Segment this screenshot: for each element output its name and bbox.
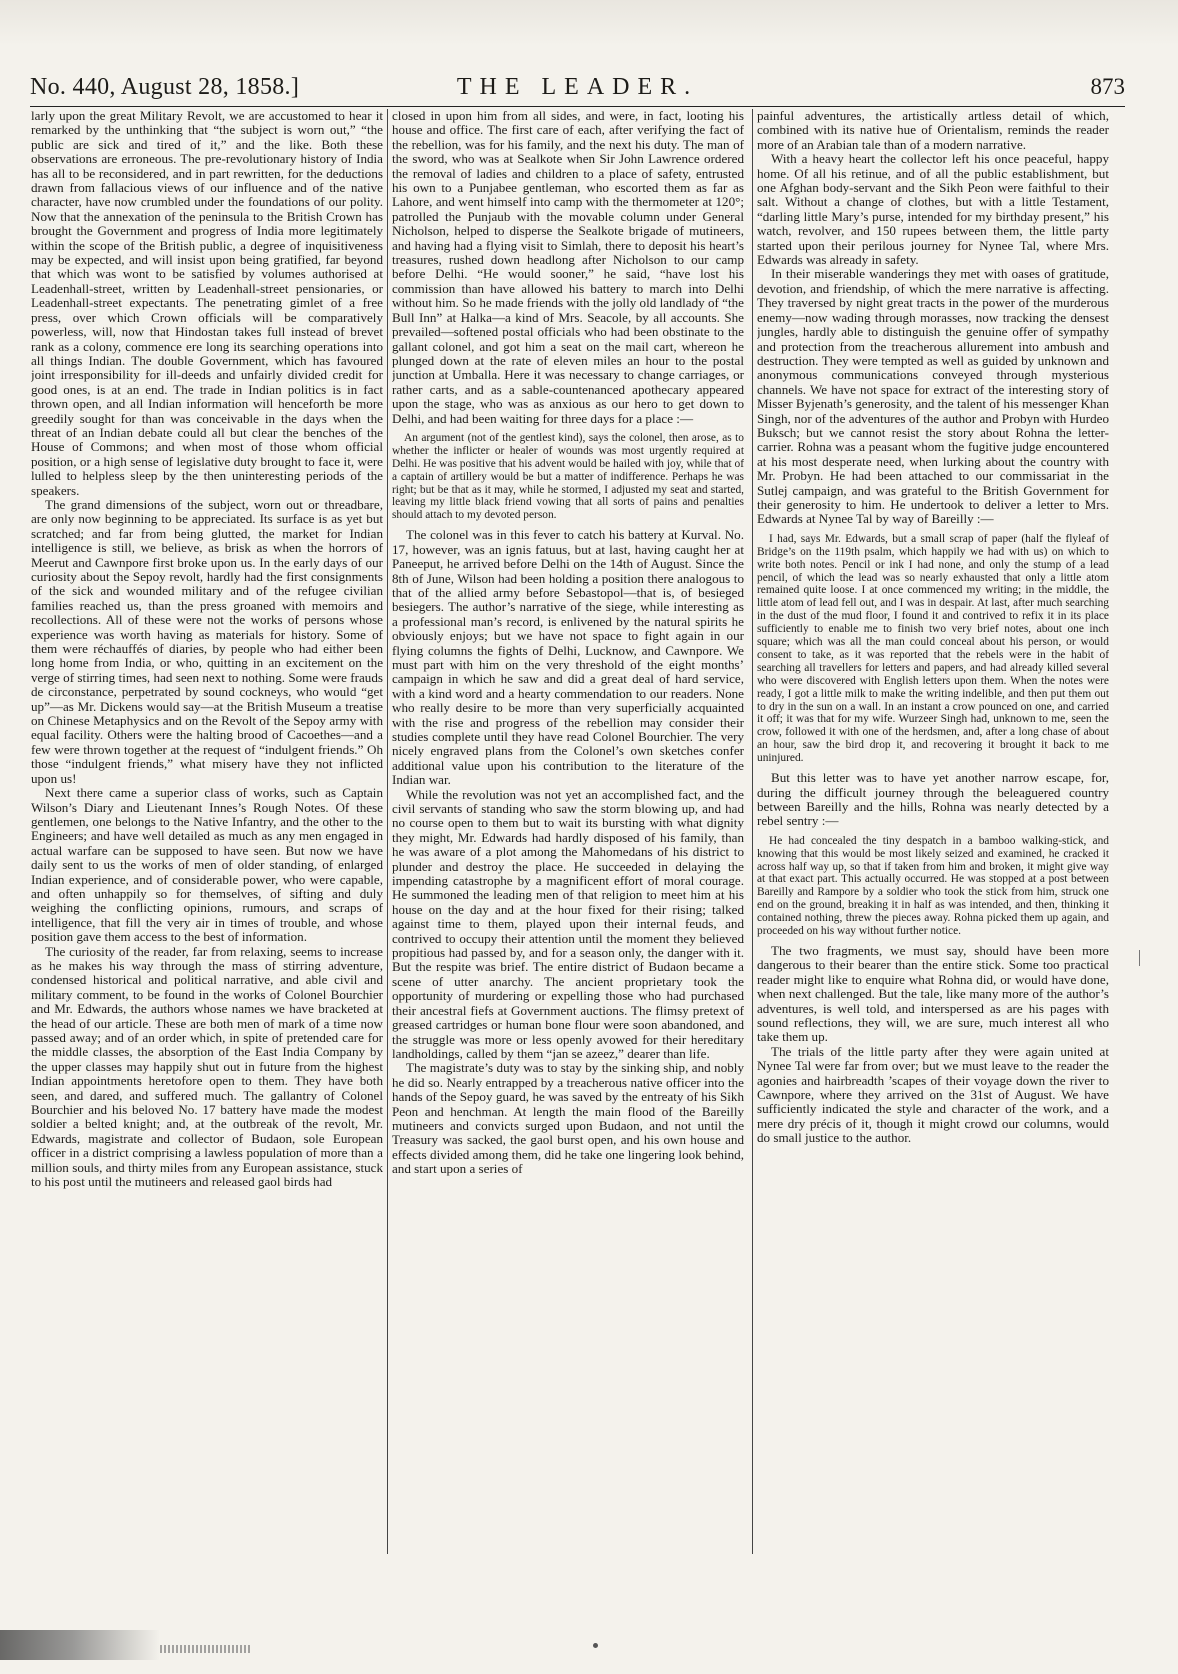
block-quote: An argument (not of the gentlest kind), says the colonel, then arose, as to whether the inflicter or healer of wounds was most urgently required at Delhi. He was positive that his advent would be hailed with joy, while that of a captain of artillery would be but a matter of indifference. Perhaps he was right; but be that as it may, while he stormed, I adjusted my seat and started, leaving my little black friend vowing that all sorts of pains and penalties should attach to my devoted person. <box>392 431 744 522</box>
article-paragraph: The trials of the little party after they were again united at Nynee Tal were far from over; but we must leave to the reader the agonies and hairbreadth ’scapes of their voyage down the river to Cawnpore, where they arrived on the 31st of August. We have sufficiently indicated the style and character of the work, and a mere dry précis of it, though it might crowd our columns, would do small justice to the author. <box>757 1043 1109 1146</box>
article-paragraph: With a heavy heart the collector left his once peaceful, happy home. Of all his retinue, and of all the public establishment, but one Afghan body-servant and the Sikh Peon were faithful to their salt. Without a change of clothes, but with a little Testament, “darling little Mary’s purse, intended for my birthday present,” his watch, revolver, and 150 rupees between them, the little party started upon their perilous journey for Nynee Tal, where Mrs. Edwards was already in safety. <box>757 151 1109 268</box>
page-header <box>30 74 1125 108</box>
article-paragraph: closed in upon him from all sides, and were, in fact, looting his house and office. The first care of each, after verifying the fact of the rebellion, was for his family, and the next his duty. The man of the sword, who was at Sealkote when Sir John Lawrence ordered the removal of ladies and children to a place of safety, entrusted his own to a Punjabee gentleman, who escorted them as far as Lahore, and went himself into camp with the thermometer at 120°; patrolled the Punjaub with the movable column under General Nicholson, helped to disperse the Sealkote brigade of mutineers, and having had a flying visit to Simlah, there to deposit his heart’s treasures, rushed down headlong after Nicholson to our camp before Delhi. “He would sooner,” he said, “have lost his commission than have allowed his battery to march into Delhi without him. So he made friends with the jolly old landlady of “the Bull Inn” at Halka—a kind of Mrs. Seacole, by all accounts. She prevailed—softened postal officials who had been obstinate to the gallant colonel, and got him a seat on the mail cart, whereon he plunged down at the rate of eleven miles an hour to the postal junction at Umballa. Here it was necessary to change carriages, or rather carts, and as a sable-countenanced apothecary appeared upon the stage, who was as anxious as our hero to get down to Delhi, and had been waiting for three days for a place :— <box>392 109 744 426</box>
scan-edge-shadow <box>0 0 1178 46</box>
column-1 <box>31 109 383 1559</box>
scan-smudge <box>0 1630 160 1660</box>
article-paragraph: The colonel was in this fever to catch his battery at Kurval. No. 17, however, was an ignis fatuus, but at last, having caught her at Paneeput, he arrived before Delhi on the 14th of August. Since the 8th of June, Wilson had been holding a position there analogous to that of the allied army before Sebastopol—that is, of besieged besiegers. The author’s narrative of the siege, while interesting as a professional man’s record, is enlivened by the natural spirits he obviously enjoys; but we have not space to fight again in our flying columns the fights of Delhi, Lucknow, and Cawnpore. We must part with him on the very threshold of the eight months’ campaign in which he saw and did a great deal of hard service, with a kind word and a hearty commendation to our readers. None who really desire to be more than very superficially acquainted with the rise and progress of the rebellion may consider their studies complete until they have read Colonel Bourchier. The very nicely engraved plans from the Colonel’s own sketches confer additional value upon his contribution to the literature of the Indian war. <box>392 527 744 788</box>
article-paragraph: While the revolution was not yet an accomplished fact, and the civil servants of standing who saw the storm blowing up, and had no course open to them but to wait its bursting with what dignity they might, Mr. Edwards had hardly disposed of his family, than he was aware of a plot among the Mahomedans of his district to plunder and destroy the place. He succeeded in delaying the impending catastrophe by a magnificent effort of moral courage. He summoned the leading men of that religion to meet him at his house on the day and at the hour fixed for their rising; talked against time to them, played upon their internal feuds, and contrived to occupy their attention until the moment they believed propitious had passed by, and for a season only, the danger with it. But the respite was brief. The entire district of Budaon became a scene of utter anarchy. The ancient proprietary took the opportunity of murdering or expelling those who had purchased their ancestral fiefs at Government auctions. The flimsy pretext of greased cartridges or human bone flour were soon abandoned, and the struggle was more or less openly avowed for their hereditary landholdings, called by them “jan se azeez,” dearer than life. <box>392 786 744 1061</box>
block-quote: I had, says Mr. Edwards, but a small scrap of paper (half the flyleaf of Bridge’s on the 119th psalm, which happily we had with us) on which to write both notes. Pencil or ink I had none, and only the stump of a lead pencil, of which the lead was so nearly exhausted that only a little atom remained quite loose. I at once commenced my writing; in the middle, the little atom of lead fell out, and I was in despair. At last, after much searching in the dust of the mud floor, I found it and contrived to refix it in its place sufficiently to enable me to finish two very brief notes, about one inch square; which was all the man could conceal about his person, or would consent to take, as it was reported that the rebels were in the habit of searching all travellers for letters and papers, and had already killed several who were discovered with English letters upon them. When the notes were ready, I got a little milk to make the writing indelible, and then put them out to dry in the sun on a wall. In an instant a crow pounced on one, and carried it off; it was that for my wife. Wurzeer Singh had, unknown to me, seen the crow, followed it with one of the herdsmen, and, after a long chase of about an hour, saw the bird drop it, and recovering it brought it back to me uninjured. <box>757 532 1109 765</box>
article-paragraph: larly upon the great Military Revolt, we are accustomed to hear it remarked by the unthinking that “the subject is worn out,” “the public are sick and tired of it,” and the like. Both these observations are erroneous. The pre-revolutionary history of India has all to be reconsidered, and in part rewritten, for the deductions drawn from fallacious views of our influence and of the native character, have now crumbled under the foundations of our polity. Now that the annexation of the peninsula to the British Crown has brought the Government and progress of India more legitimately within the scope of the British public, a degree of inquisitiveness may be expected, and will insist upon being gratified, far beyond that which was wont to be satisfied by volumes authorised at Leadenhall-street, written by Leadenhall-street pensionaries, or Leadenhall-street expectants. The penetrating gimlet of a free press, over which Crown officials will be comparatively powerless, will, now that Hindostan takes full instead of brevet rank as a colony, commence ere long its searching operations into all things Indian. The double Government, which has favoured joint irresponsibility for ill-deeds and unfairly divided credit for good ones, is at an end. The trade in Indian politics is in fact thrown open, and all Indian information will henceforth be more greedily sought for than was conceivable in the days when the threat of an Indian debate could all but clear the benches of the House of Commons; and when most of those whom official position, or a high sense of legislative duty brought to face it, were lulled to helpless sleep by the then uninteresting periods of the speakers. <box>31 109 383 498</box>
scan-mark <box>1139 950 1140 966</box>
column-divider <box>387 109 388 1554</box>
scan-smudge <box>160 1645 250 1653</box>
article-paragraph: The grand dimensions of the subject, worn out or threadbare, are only now beginning to be appreciated. Its surface is as yet but scratched; and far from being glutted, the market for Indian intelligence is still, we believe, as brisk as when the horrors of Meerut and Cawnpore first broke upon us. In the early days of our curiosity about the Sepoy revolt, hardly had the first consignments of the sick and wounded military and of the refugee civilian families reached us, than the press groaned with memoirs and recollections. All of these were not the works of persons whose experience was worth having as materials for history. Some of them were réchauffés of diaries, by people who had either been long home from India, or who, quitting in an excitement on the verge of stirring times, had seen next to nothing. Some were frauds de circonstance, perpetrated by sound cockneys, who would “get up”—as Mr. Dickens would say—at the British Museum a treatise on Chinese Metaphysics and on the Revolt of the Sepoy army with equal facility. Others were the halting brood of Cacoethes—and a few were thrown together at the request of “indulgent friends.” Oh those “indulgent friends,” what misery have they not inflicted upon us! <box>31 496 383 786</box>
column-3 <box>757 109 1109 1559</box>
block-quote: He had concealed the tiny despatch in a bamboo walking-stick, and knowing that this would be most likely seized and examined, he cracked it across half way up, so that if taken from him and broken, it might give way at that exact part. This actually occurred. He was stopped at a post between Bareilly and Rampore by a soldier who took the stick from him, struck one end on the ground, breaking it in half as was intended, and then, thinking it contained nothing, threw the pieces away. Rohna picked them up again, and proceeded on his way without further notice. <box>757 834 1109 938</box>
article-paragraph: Next there came a superior class of works, such as Captain Wilson’s Diary and Lieutenant Innes’s Rough Notes. Of these gentlemen, one belongs to the Native Infantry, and the other to the Engineers; and have well detailed as much as any men engaged in actual warfare can be supposed to have seen. But now we have daily sent to us the works of men of older standing, of enlarged Indian experience, and of considerable power, who were capable, and often unhappily so for themselves, of sifting and duly weighing the conflicting opinions, rumours, and scraps of intelligence, that fill the very air in times of trouble, and whose position gave them access to the best of information. <box>31 785 383 945</box>
scan-dot <box>593 1643 598 1648</box>
page-number: 873 <box>1090 74 1125 99</box>
masthead-title: THE LEADER. <box>456 74 699 100</box>
column-2 <box>392 109 744 1559</box>
issue-line: No. 440, August 28, 1858.] <box>30 74 300 100</box>
column-divider <box>752 109 753 1554</box>
article-paragraph: The magistrate’s duty was to stay by the sinking ship, and nobly he did so. Nearly entrapped by a treacherous native officer into the hands of the Sepoy guard, he was saved by the entreaty of his Sikh Peon and henchman. At length the main flood of the Bareilly mutineers and convicts surged upon Budaon, and not until the Treasury was sacked, the gaol burst open, and his own house and effects divided among them, did he take one lingering look behind, and start upon a series of <box>392 1060 744 1177</box>
article-paragraph: The curiosity of the reader, far from relaxing, seems to increase as he makes his way through the mass of stirring adventure, condensed historical and political narrative, and able civil and military comment, to be found in the works of Colonel Bourchier and Mr. Edwards, the authors whose names we have bracketed at the head of our article. These are both men of mark of a time now passed away; and of an order which, in spite of pretended care for the middle classes, the absorption of the East India Company by the upper classes may happily shut out in future from the highest Indian appointments heretofore open to them. They have both seen, and dared, and suffered much. The gallantry of Colonel Bourchier and his beloved No. 17 battery have made the modest soldier a belted knight; and, at the outbreak of the revolt, Mr. Edwards, magistrate and collector of Budaon, sole European officer in a district comprising a lawless population of more than a million souls, and thirty miles from any European assistance, stuck to his post until the mutineers and released gaol birds had <box>31 943 383 1190</box>
article-paragraph: But this letter was to have yet another narrow escape, for, during the difficult journey through the beleaguered country between Bareilly and the hills, Rohna was nearly detected by a rebel sentry :— <box>757 770 1109 829</box>
article-paragraph: painful adventures, the artistically artless detail of which, combined with its native hue of Orientalism, reminds the reader more of an Arabian tale than of a modern narrative. <box>757 109 1109 152</box>
header-rule <box>30 106 1125 107</box>
article-paragraph: In their miserable wanderings they met with oases of gratitude, devotion, and friendship, of which the mere narrative is affecting. They traversed by night great tracts in the power of the murderous enemy—now wading through morasses, now tracking the densest jungles, hardly able to distinguish the genuine offer of sympathy and protection from the treacherous allurement into ambush and destruction. They were tempted as well as guided by unknown and anonymous communications conveyed through mysterious channels. We have not space for extract of the interesting story of Misser Byjenath’s generosity, and the talent of his messenger Khan Singh, nor of the adventures of the author and Probyn with Hurdeo Buksch; but we cannot resist the story about Rohna the letter-carrier. Rohna was a peasant whom the fugitive judge encountered at his most desperate need, when lurking about the country with Mr. Probyn. He had been attached to our commissariat in the Sutlej campaign, and was grateful to the British Government for their generosity to him. He undertook to deliver a letter to Mrs. Edwards at Nynee Tal by way of Bareilly :— <box>757 266 1109 527</box>
article-paragraph: The two fragments, we must say, should have been more dangerous to their bearer than the entire stick. Some too practical reader might like to enquire what Rohna did, or would have done, when next challenged. But the tale, like many more of the author’s adventures, is well told, and interspersed as are his pages with sound reflections, they will, we are sure, much interest all who take them up. <box>757 942 1109 1045</box>
